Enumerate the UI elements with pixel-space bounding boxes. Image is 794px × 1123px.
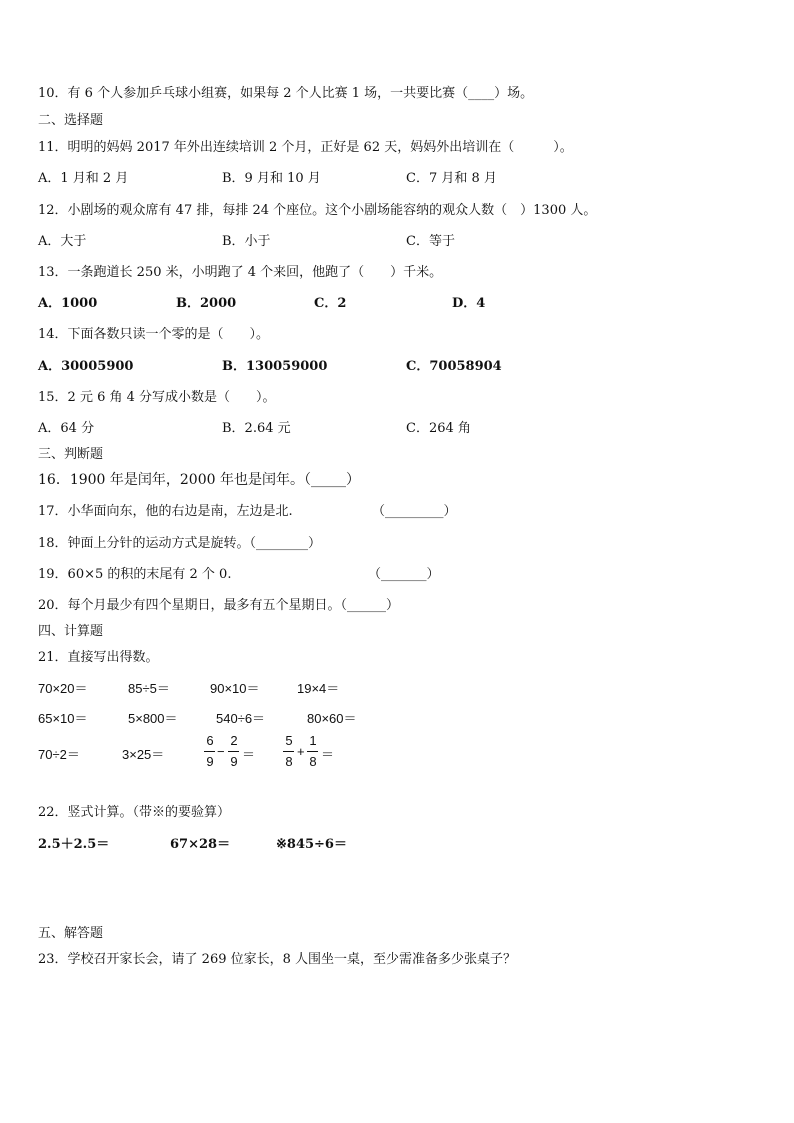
fraction-denominator: 9 [206, 754, 214, 769]
question-19: 19．60×5 的积的末尾有 2 个 0. [38, 567, 232, 582]
fraction-bar [307, 751, 318, 752]
calc-item: 65×10＝ [38, 711, 88, 726]
question-20: 20．每个月最少有四个星期日，最多有五个星期日。（______） [38, 598, 400, 613]
question-13: 13．一条跑道长 250 米，小明跑了 4 个来回，他跑了（ ）千米。 [38, 265, 443, 280]
vertical-calc-item: 67×28＝ [170, 837, 231, 852]
question-14: 14．下面各数只读一个零的是（ ）。 [38, 327, 270, 342]
fraction-denominator: 8 [309, 754, 317, 769]
vertical-calc-item: ※845÷6＝ [276, 837, 347, 852]
calc-item: 70÷2＝ [38, 747, 80, 762]
q13-option-d: D．4 [452, 296, 486, 311]
calc-item: 90×10＝ [210, 681, 260, 696]
fraction-denominator: 8 [285, 754, 293, 769]
q13-option-a: A．1000 [38, 296, 98, 311]
section-calc-heading: 四、计算题 [38, 624, 104, 639]
q11-option-c: C．7 月和 8 月 [406, 171, 497, 186]
question-23: 23．学校召开家长会，请了 269 位家长，8 人围坐一桌，至少需准备多少张桌子？ [38, 952, 517, 967]
equals-sign: ＝ [242, 747, 256, 762]
section-judge-heading: 三、判断题 [38, 447, 104, 462]
question-10: 10．有 6 个人参加乒乓球小组赛，如果每 2 个人比赛 1 场，一共要比赛（____）场。 [38, 86, 534, 101]
fraction-bar [204, 751, 215, 752]
question-11: 11．明明的妈妈 2017 年外出连续培训 2 个月，正好是 62 天，妈妈外出培训在（ ）。 [38, 140, 573, 155]
question-22: 22．竖式计算。（带※的要验算） [38, 805, 231, 820]
q12-option-b: B．小于 [222, 234, 271, 249]
calc-item: 540÷6＝ [216, 711, 266, 726]
fraction-denominator: 9 [230, 754, 238, 769]
q13-option-b: B．2000 [176, 296, 237, 311]
section-choice-heading: 二、选择题 [38, 113, 104, 128]
calc-item: 3×25＝ [122, 747, 165, 762]
calc-item: 70×20＝ [38, 681, 88, 696]
question-21: 21．直接写出得数。 [38, 650, 159, 665]
question-18: 18．钟面上分针的运动方式是旋转。（________） [38, 536, 322, 551]
question-12: 12．小剧场的观众席有 47 排，每排 24 个座位。这个小剧场能容纳的观众人数（ ）1300 人。 [38, 203, 597, 218]
q11-option-b: B．9 月和 10 月 [222, 171, 321, 186]
q14-option-b: B．130059000 [222, 359, 328, 374]
calc-item: 5×800＝ [128, 711, 178, 726]
operator: − [217, 744, 225, 759]
fraction-numerator: 2 [230, 733, 238, 748]
fraction-numerator: 5 [285, 733, 293, 748]
question-17: 17．小华面向东，他的右边是南，左边是北. [38, 504, 293, 519]
vertical-calc-item: 2.5＋2.5＝ [38, 837, 110, 852]
q11-option-a: A．1 月和 2 月 [38, 171, 129, 186]
operator: + [297, 744, 305, 759]
calc-item: 19×4＝ [297, 681, 340, 696]
question-15: 15．2 元 6 角 4 分写成小数是（ ）。 [38, 390, 276, 405]
calc-item: 85÷5＝ [128, 681, 170, 696]
q15-option-b: B．2.64 元 [222, 421, 291, 436]
q19-answer-blank: （_______） [368, 567, 440, 582]
fraction-bar [228, 751, 239, 752]
section-answer-heading: 五、解答题 [38, 926, 104, 941]
q12-option-c: C．等于 [406, 234, 455, 249]
fraction-bar [283, 751, 294, 752]
q14-option-a: A．30005900 [38, 359, 134, 374]
fraction-numerator: 1 [309, 733, 317, 748]
q12-option-a: A．大于 [38, 234, 87, 249]
q14-option-c: C．70058904 [406, 359, 502, 374]
calc-item: 80×60＝ [307, 711, 357, 726]
q17-answer-blank: （_________） [372, 504, 457, 519]
fraction-numerator: 6 [206, 733, 214, 748]
equals-sign: ＝ [321, 747, 335, 762]
q15-option-a: A．64 分 [38, 421, 95, 436]
q15-option-c: C．264 角 [406, 421, 471, 436]
q13-option-c: C．2 [314, 296, 347, 311]
question-16: 16．1900 年是闰年，2000 年也是闰年。（_____） [38, 472, 360, 488]
